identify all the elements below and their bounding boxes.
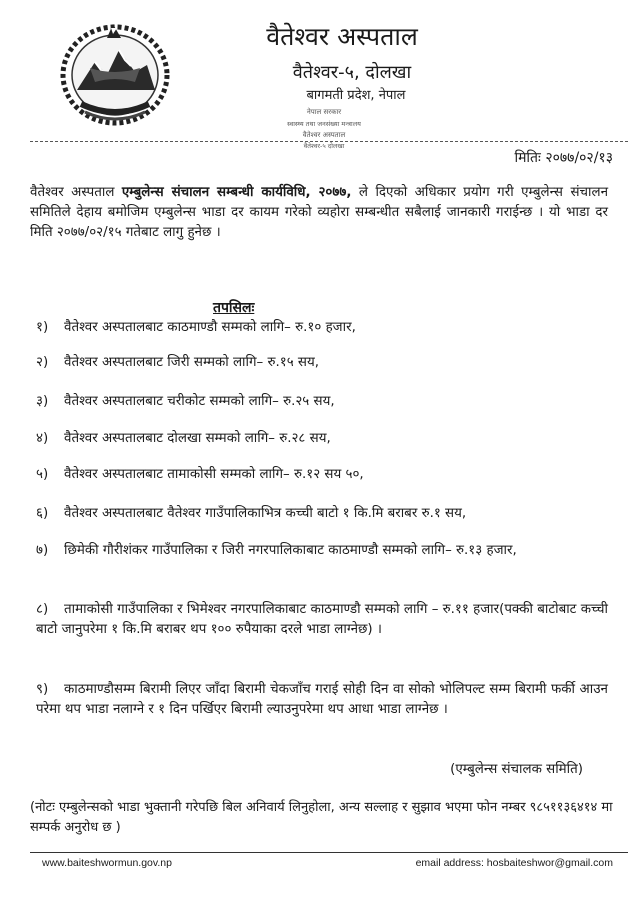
item-number: ७) [36, 543, 49, 558]
list-item [36, 465, 608, 485]
intro-bold-text: एम्बुलेन्स संचालन सम्बन्धी कार्यविधि, २०७७, [121, 185, 352, 200]
website-link[interactable]: www.baiteshwormun.gov.np [42, 857, 172, 869]
item-number: ८) [36, 602, 49, 617]
intro-text: वैतेश्वर अस्पताल [30, 185, 122, 200]
intro-paragraph [30, 183, 608, 243]
section-heading: तपसिलः [213, 300, 255, 316]
note-text: (नोटः एम्बुलेन्सको भाडा भुक्तानी गरेपछि बिल अनिवार्य लिनुहोला, अन्य सल्लाह र सुझाव भएमा फोन नम्बर ९८५११३६४१४ मा सम्पर्क अनुरोध छ ) [30, 800, 613, 835]
list-item [36, 392, 608, 412]
item-number: १) [36, 320, 49, 335]
stamp-line: नेपाल सरकार [306, 108, 342, 116]
item-text: वैतेश्वर अस्पतालबाट तामाकोसी सम्मको लागि– रु.१२ सय ५०, [64, 467, 364, 482]
item-text: वैतेश्वर अस्पतालबाट चरीकोट सम्मको लागि– रु.२५ सय, [64, 394, 335, 409]
list-item [36, 318, 608, 338]
item-text: छिमेकी गौरीशंकर गाउँपालिका र जिरी नगरपालिकाबाट काठमाण्डौ सम्मको लागि– रु.१३ हजार, [64, 543, 517, 558]
intro-text: ले दिएको अधिकार प्रयोग गरी एम्बुलेन्स संचालन समितिले देहाय बमोजिम एम्बुलेन्स भाडा दर कायम गरेको व्यहोरा सम्बन्धीत सबैलाई जानकारी गराईन्छ । यो भाडा दर मिति २०७७/०२/१५ गतेबाट लागु हुनेछ । [30, 185, 608, 240]
item-text: काठमाण्डौसम्म बिरामी लिएर जाँदा बिरामी चेकजाँच गराई सोही दिन वा सोको भोलिपल्ट सम्म बिरामी फर्की आउन परेमा थप भाडा नलाग्ने र १ दिन पर्खिएर बिरामी ल्याउनुपरेमा थप आधा भाडा लाग्नेछ । [36, 682, 608, 717]
list-item [36, 504, 608, 524]
list-item [36, 353, 608, 373]
item-number: ३) [36, 394, 49, 409]
hospital-address: वैतेश्वर-५, दोलखा [292, 62, 412, 83]
document-date: मितिः २०७७/०२/१३ [514, 150, 613, 166]
list-item [36, 600, 608, 640]
item-number: ९) [36, 682, 49, 697]
item-number: ६) [36, 506, 49, 521]
stamp-line: वैतेश्वर अस्पताल [302, 131, 346, 139]
province-line: बागमती प्रदेश, नेपाल [306, 88, 406, 103]
header-divider [30, 141, 628, 142]
nepal-emblem-logo [55, 20, 175, 130]
item-text: वैतेश्वर अस्पतालबाट दोलखा सम्मको लागि– रु.२८ सय, [64, 431, 331, 446]
hospital-name: वैतेश्वर अस्पताल [266, 22, 418, 51]
item-number: ४) [36, 431, 49, 446]
official-stamp [270, 104, 378, 162]
item-number: ५) [36, 467, 49, 482]
item-text: वैतेश्वर अस्पतालबाट जिरी सम्मको लागि– रु.१५ सय, [64, 355, 319, 370]
item-text: वैतेश्वर अस्पतालबाट काठमाण्डौ सम्मको लागि– रु.१० हजार, [64, 320, 356, 335]
list-item [36, 541, 608, 561]
list-item [36, 680, 608, 720]
stamp-line: स्वास्थ्य तथा जनसंख्या मन्त्रालय [287, 120, 361, 128]
item-text: तामाकोसी गाउँपालिका र भिमेश्वर नगरपालिकाबाट काठमाण्डौ सम्मको लागि – रु.११ हजार(पक्की बाटोबाट कच्ची बाटो जानुपरेमा १ कि.मि बराबर थप १०० रुपैयाका दरले भाडा लाग्नेछ) । [36, 602, 608, 637]
footer-divider [30, 852, 628, 853]
list-item [36, 429, 608, 449]
item-number: २) [36, 355, 49, 370]
item-text: वैतेश्वर अस्पतालबाट वैतेश्वर गाउँपालिकाभित्र कच्ची बाटो १ कि.मि बराबर रु.१ सय, [64, 506, 467, 521]
stamp-line: वैतेश्वर-५ दोलखा [303, 142, 345, 150]
committee-signature: (एम्बुलेन्स संचालक समिति) [450, 762, 583, 777]
email-address[interactable]: email address: hosbaiteshwor@gmail.com [415, 857, 613, 869]
